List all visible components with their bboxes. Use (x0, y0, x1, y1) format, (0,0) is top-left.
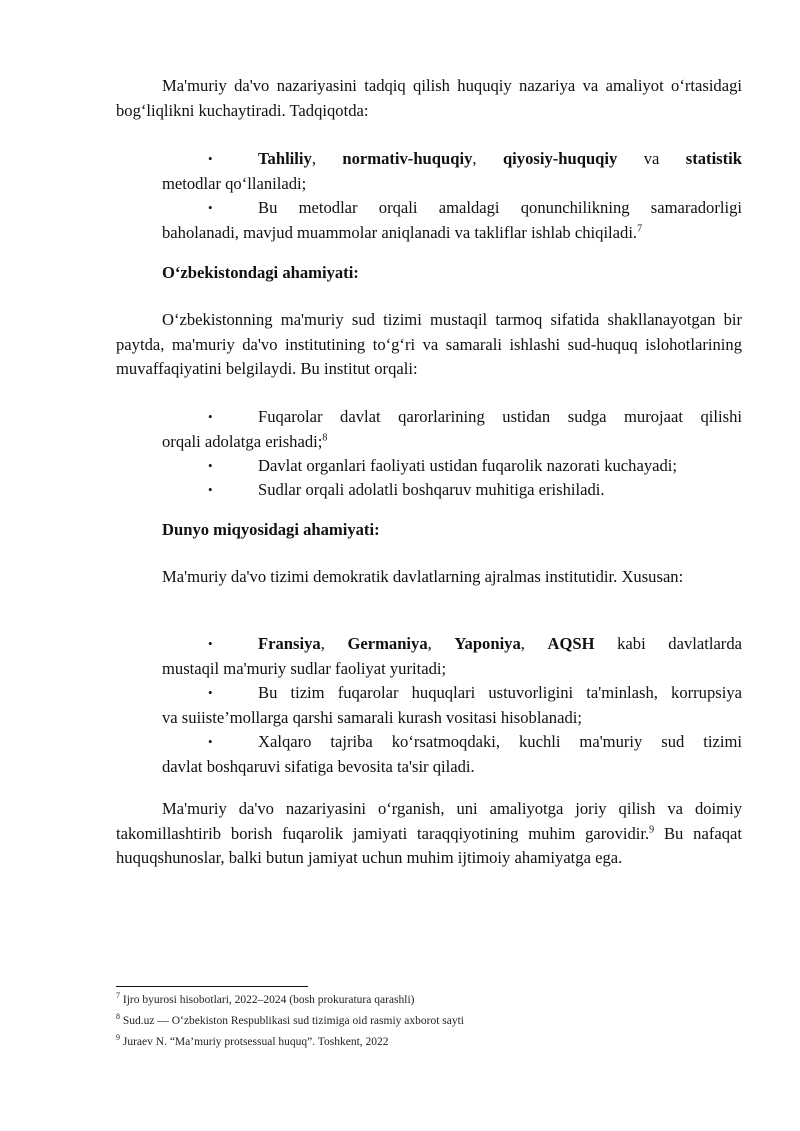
footnote-ref-8: 8 (322, 431, 328, 443)
bullet-experience: • Xalqaro tajriba ko‘rsatmoqdaki, kuchli ma'muriy sud tizimi davlat boshqaruvi sifatiga bevosita ta'sir qiladi. (162, 732, 742, 776)
bullet-dot: • (208, 151, 213, 166)
footnote-9: $^9$ Juraev N. “Ma’muriy protsessual huquq”. Toshkent, 2022 (116, 1033, 389, 1048)
country-usa: AQSH (547, 634, 595, 653)
world-paragraph: Ma'muriy da'vo tizimi demokratik davlatlarning ajralmas institutidir. Xususan: (162, 567, 684, 586)
bullet-countries: • Fransiya, Germaniya, Yaponiya, AQSH kabi davlatlarda mustaqil ma'muriy sudlar faoliyat yuritadi; (162, 634, 742, 678)
bullet-evaluation: • Bu metodlar orqali amaldagi qonunchilikning samaradorligi baholanadi, mavjud muammolar aniqlanadi va takliflar ishlab chiqiladi.$^7$ (162, 198, 742, 242)
bullet-dot: • (208, 200, 213, 215)
country-japan: Yaponiya (454, 634, 521, 653)
method-analytical: Tahliliy (258, 149, 312, 168)
footnote-divider (116, 986, 308, 987)
method-normative: normativ-huquqiy (342, 149, 473, 168)
bullet-citizens: • Fuqarolar davlat qarorlarining ustidan sudga murojaat qilishi orqali adolatga erishadi;$^8$ (162, 407, 742, 451)
uzbekistan-paragraph: O‘zbekistonning ma'muriy sud tizimi mustaqil tarmoq sifatida shakllanayotgan bir paytda, ma'muriy da'vo institutining to‘g‘ri va samarali ishlashi sud-huquq islohotlarining muvaffaqiyatini belgilaydi. Bu institut orqali: (116, 310, 742, 378)
footnote-ref-9: 9 (649, 823, 655, 835)
bullet-dot: • (208, 636, 213, 651)
bullet-dot: • (208, 458, 213, 473)
footnote-8: $^8$ Sud.uz — O‘zbekiston Respublikasi sud tizimiga oid rasmiy axborot sayti (116, 1012, 465, 1027)
bullet-dot: • (208, 409, 213, 424)
intro-paragraph: Ma'muriy da'vo nazariyasini tadqiq qilish huquqiy nazariya va amaliyot o‘rtasidagi bog‘liqlikni kuchaytiradi. Tadqiqotda: (116, 76, 742, 120)
method-comparative: qiyosiy-huquqiy (502, 149, 618, 168)
bullet-rights: • Bu tizim fuqarolar huquqlari ustuvorligini ta'minlash, korrupsiya va suiiste’mollarga qarshi samarali kurash vositasi hisoblanadi; (162, 683, 742, 727)
footnote-7: $^7$ Ijro byurosi hisobotlari, 2022–2024 (bosh prokuratura qarashli) (116, 991, 415, 1006)
country-germany: Germaniya (347, 634, 428, 653)
bullet-oversight: • Davlat organlari faoliyati ustidan fuqarolik nazorati kuchayadi; (162, 454, 742, 479)
footnote-ref-7: 7 (637, 222, 643, 234)
country-france: Fransiya (258, 634, 321, 653)
bullet-dot: • (208, 685, 213, 700)
method-statistical: statistik (685, 149, 743, 168)
bullet-dot: • (208, 734, 213, 749)
bullet-methods: • Tahliliy, normativ-huquqiy, qiyosiy-huquqiy va statistik metodlar qo‘llaniladi; (162, 147, 742, 196)
bullet-courts: • Sudlar orqali adolatli boshqaruv muhitiga erishiladi. (162, 478, 742, 503)
bullet-dot: • (208, 482, 213, 497)
heading-world: Dunyo miqyosidagi ahamiyati: (162, 520, 380, 539)
bullet-methods-rest: metodlar qo‘llaniladi; (162, 173, 307, 193)
conclusion-paragraph: Ma'muriy da'vo nazariyasini o‘rganish, uni amaliyotga joriy qilish va doimiy takomillashtirib borish fuqarolik jamiyati taraqqiyotining muhim garovidir.$^9$ Bu nafaqat huquqshunoslar, balki butun jamiyat uchun muhim ijtimoiy ahamiyatga ega. (116, 799, 742, 867)
heading-uzbekistan: O‘zbekistondagi ahamiyati: (162, 263, 359, 282)
